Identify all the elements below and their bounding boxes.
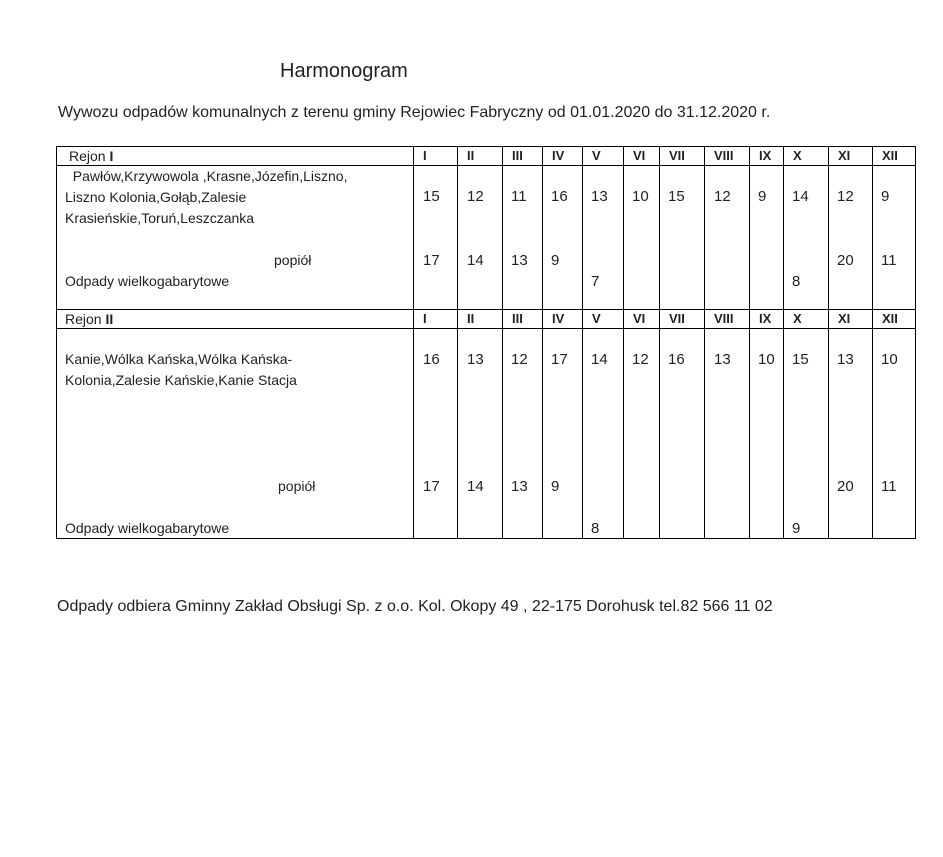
month-header: VI [624, 310, 660, 329]
month-header: VIII [705, 147, 750, 166]
main-date: 10 [632, 188, 649, 205]
main-date: 13 [591, 188, 608, 205]
main-date: 9 [881, 188, 890, 205]
month-cell [414, 329, 458, 539]
region1-area-names [65, 166, 347, 229]
area-name-line: Kanie,Wólka Kańska,Wólka Kańska- [65, 351, 293, 367]
area-name-line: Liszno Kolonia,Gołąb,Zalesie [65, 189, 247, 205]
region2-body-row [57, 329, 916, 539]
region2-area-names [65, 349, 297, 391]
month-cell [750, 329, 784, 539]
ash-date: 14 [467, 478, 484, 495]
region1-label [57, 147, 414, 166]
main-date: 12 [837, 188, 854, 205]
month-header: XII [873, 310, 916, 329]
region1-label-text: Rejon [69, 148, 106, 164]
main-date: 10 [881, 351, 898, 368]
region2-header-row [57, 310, 916, 329]
region2-bulky-label: Odpady wielkogabarytowe [65, 520, 230, 536]
month-cell [873, 166, 916, 310]
region1-ash-label: popiół [274, 252, 312, 268]
ash-date: 9 [551, 252, 560, 269]
main-date: 16 [551, 188, 568, 205]
collector-info: Odpady odbiera Gminny Zakład Obsługi Sp. z o.o. Kol. Okopy 49 , 22-175 Dorohusk tel.82 566 11 02 [57, 598, 773, 615]
month-cell [503, 329, 543, 539]
ash-date: 11 [881, 252, 897, 269]
document-subtitle: Wywozu odpadów komunalnych z terenu gminy Rejowiec Fabryczny od 01.01.2020 do 31.12.2020 r. [58, 104, 771, 121]
month-header: II [458, 147, 503, 166]
month-cell [543, 166, 583, 310]
area-name-line: Krasieńskie,Toruń,Leszczanka [65, 210, 255, 226]
month-cell [873, 329, 916, 539]
main-date: 12 [632, 351, 649, 368]
region2-label [57, 310, 414, 329]
month-cell [784, 329, 829, 539]
month-header: IX [750, 310, 784, 329]
bulky-date: 7 [591, 273, 600, 290]
month-cell [705, 329, 750, 539]
month-cell [583, 329, 624, 539]
main-date: 13 [714, 351, 731, 368]
month-header: VIII [705, 310, 750, 329]
area-name-line: Pawłów,Krzywowola ,Krasne,Józefin,Liszno, [65, 168, 348, 184]
month-cell [624, 329, 660, 539]
ash-date: 14 [467, 252, 484, 269]
month-header: II [458, 310, 503, 329]
month-cell [660, 166, 705, 310]
area-name-line: Kolonia,Zalesie Kańskie,Kanie Stacja [65, 372, 297, 388]
region2-number: II [105, 311, 114, 327]
month-cell [829, 329, 873, 539]
main-date: 14 [792, 188, 809, 205]
region2-areas-cell [57, 329, 414, 539]
month-cell [624, 166, 660, 310]
month-header: III [503, 310, 543, 329]
month-cell [543, 329, 583, 539]
month-header: XI [829, 310, 873, 329]
main-date: 17 [551, 351, 568, 368]
month-header: IV [543, 310, 583, 329]
month-cell [414, 166, 458, 310]
main-date: 10 [758, 351, 775, 368]
main-date: 15 [792, 351, 809, 368]
ash-date: 17 [423, 478, 440, 495]
month-header: V [583, 147, 624, 166]
month-header: V [583, 310, 624, 329]
month-header: I [414, 310, 458, 329]
document-title: Harmonogram [280, 60, 408, 82]
month-cell [583, 166, 624, 310]
month-cell [784, 166, 829, 310]
bulky-date: 9 [792, 520, 801, 537]
region1-bulky-label: Odpady wielkogabarytowe [65, 273, 230, 289]
ash-date: 20 [837, 252, 854, 269]
ash-date: 17 [423, 252, 440, 269]
month-header: XII [873, 147, 916, 166]
schedule-table [56, 146, 916, 539]
month-cell [750, 166, 784, 310]
ash-date: 11 [881, 478, 897, 495]
ash-date: 9 [551, 478, 560, 495]
ash-date: 13 [511, 478, 528, 495]
region2-label-text: Rejon [65, 311, 102, 327]
main-date: 16 [423, 351, 440, 368]
month-cell [660, 329, 705, 539]
main-date: 15 [668, 188, 685, 205]
month-header: IX [750, 147, 784, 166]
main-date: 16 [668, 351, 685, 368]
month-cell [829, 166, 873, 310]
main-date: 15 [423, 188, 440, 205]
ash-date: 13 [511, 252, 528, 269]
month-cell [458, 166, 503, 310]
month-header: IV [543, 147, 583, 166]
region1-body-row [57, 166, 916, 310]
month-header: VI [624, 147, 660, 166]
main-date: 9 [758, 188, 767, 205]
main-date: 11 [511, 188, 527, 205]
month-header: XI [829, 147, 873, 166]
main-date: 12 [511, 351, 528, 368]
month-header: I [414, 147, 458, 166]
region1-areas-cell [57, 166, 414, 310]
main-date: 13 [837, 351, 854, 368]
bulky-date: 8 [792, 273, 801, 290]
main-date: 14 [591, 351, 608, 368]
month-header: III [503, 147, 543, 166]
month-header: VII [660, 310, 705, 329]
month-cell [458, 329, 503, 539]
month-cell [503, 166, 543, 310]
month-header: X [784, 310, 829, 329]
main-date: 13 [467, 351, 484, 368]
main-date: 12 [467, 188, 484, 205]
month-header: X [784, 147, 829, 166]
bulky-date: 8 [591, 520, 600, 537]
region2-ash-label: popiół [278, 478, 316, 494]
month-cell [705, 166, 750, 310]
main-date: 12 [714, 188, 731, 205]
region1-header-row [57, 147, 916, 166]
month-header: VII [660, 147, 705, 166]
region1-number: I [109, 148, 114, 164]
ash-date: 20 [837, 478, 854, 495]
